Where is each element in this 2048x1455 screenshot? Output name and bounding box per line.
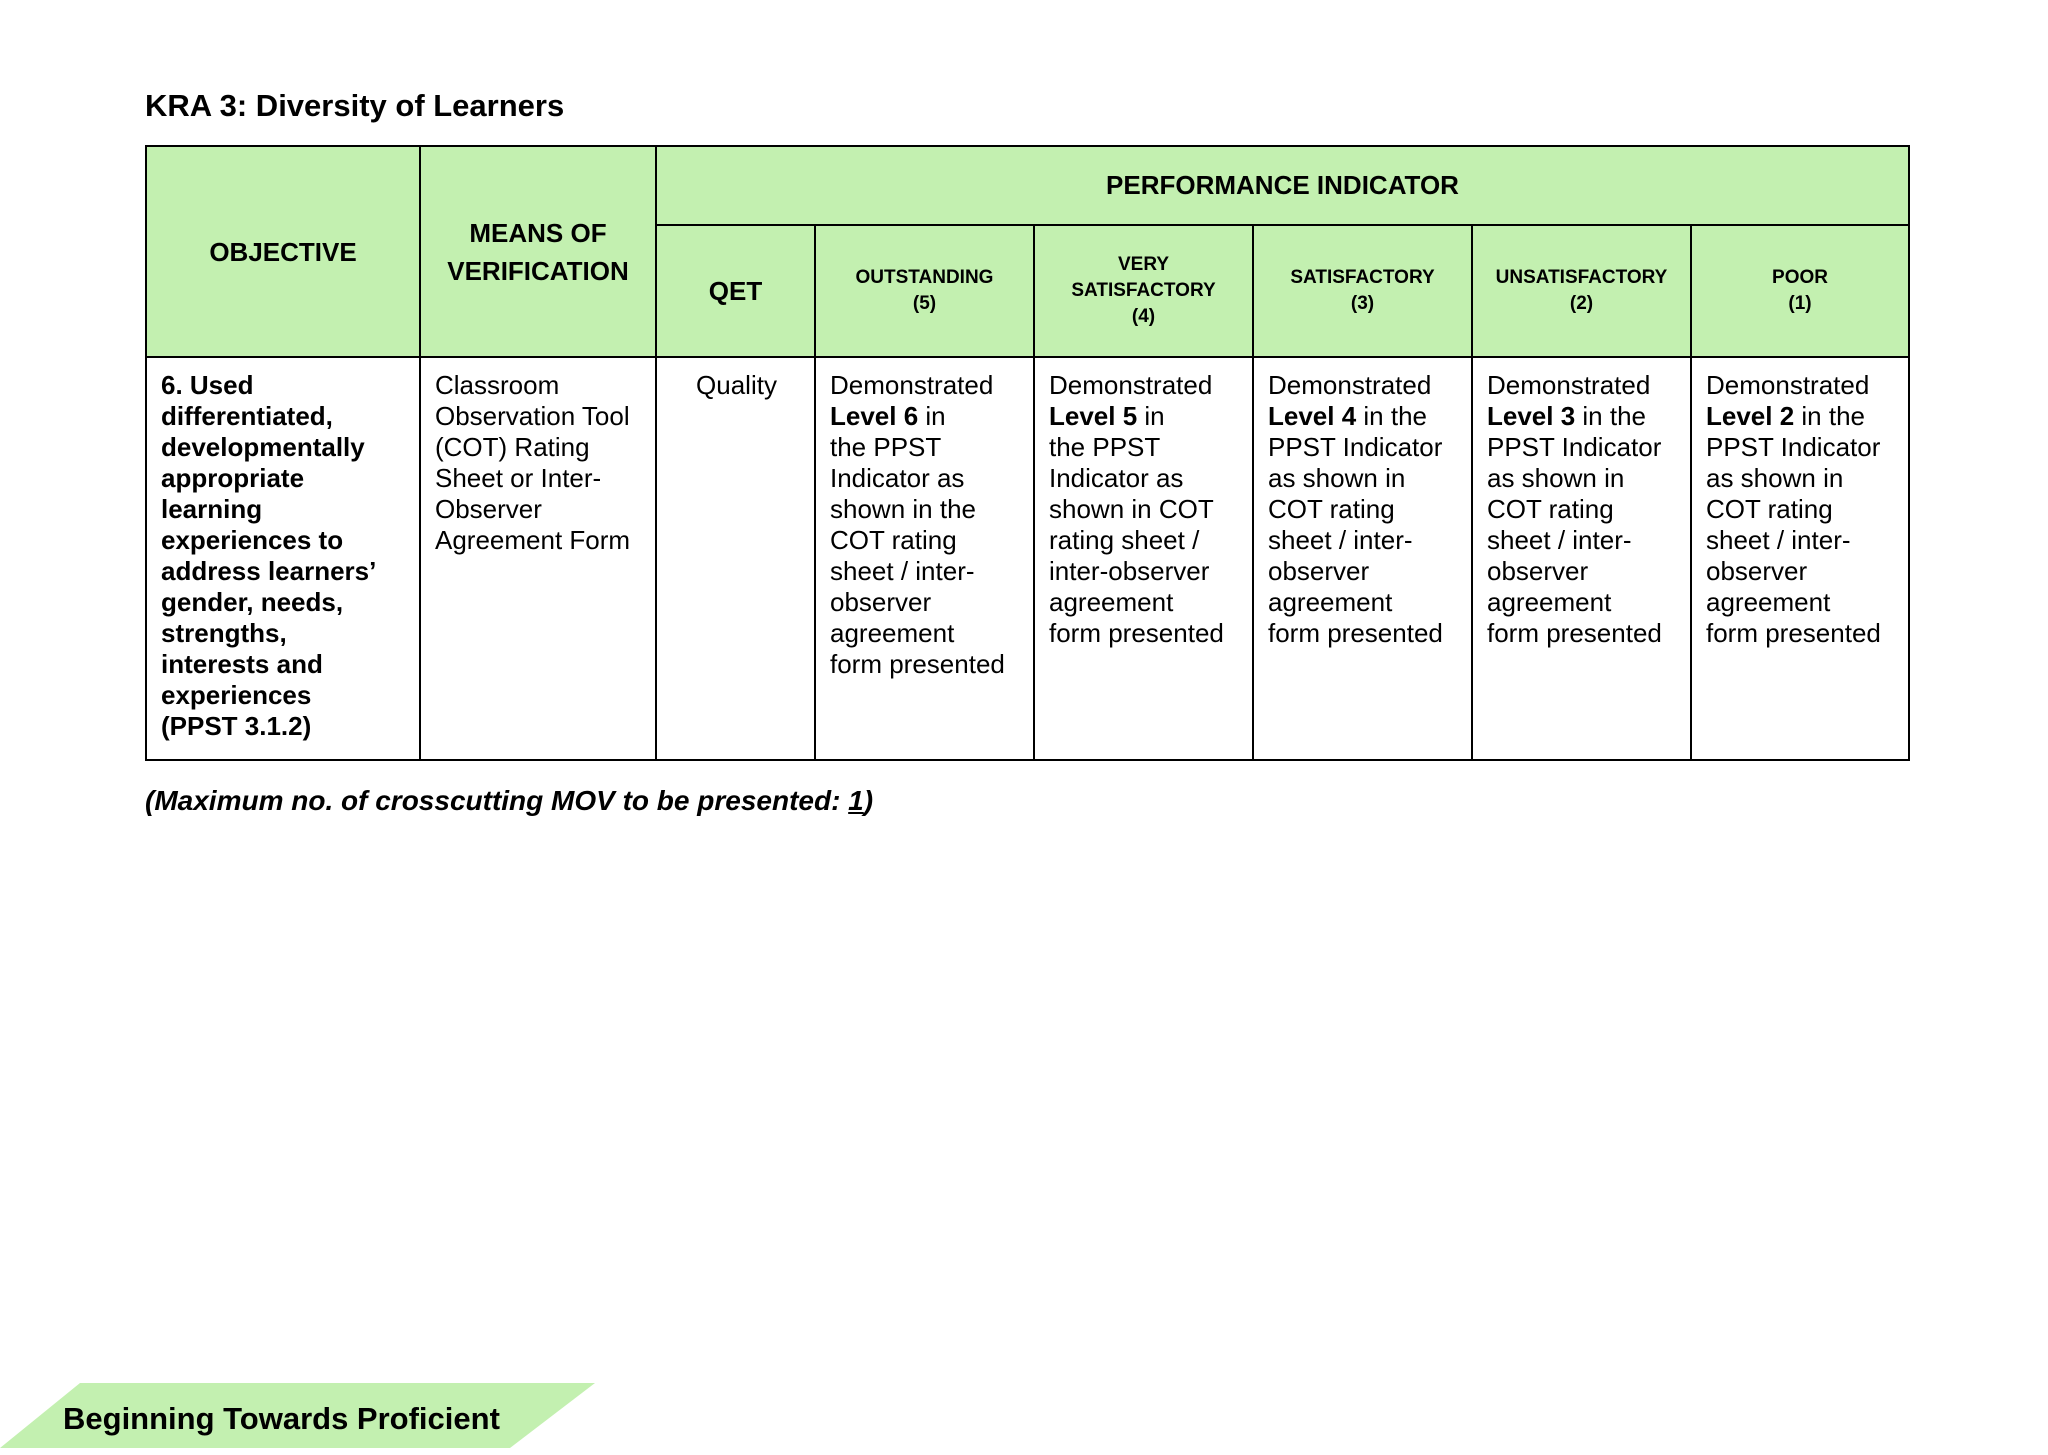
objective-cell: [146, 357, 420, 760]
descriptor-text: in: [918, 401, 946, 431]
descriptor-text: Demonstrated: [830, 370, 994, 400]
descriptor-text: agreement: [1049, 587, 1174, 617]
descriptor-text: in the: [1575, 401, 1646, 431]
note-text: ): [863, 785, 874, 816]
descriptor-text: form presented: [1487, 618, 1662, 648]
descriptor-text: Demonstrated: [1049, 370, 1213, 400]
descriptor-text: shown in the: [830, 494, 976, 524]
means-line: Sheet or Inter-: [435, 463, 602, 493]
level-label: Level 3: [1487, 401, 1576, 431]
rating-label: POOR: [1772, 267, 1828, 288]
rating-score: (5): [912, 293, 937, 314]
means-of-verification-header: [420, 146, 656, 357]
performance-indicator-header: PERFORMANCE INDICATOR: [656, 146, 1909, 225]
descriptor-very-satisfactory: [1034, 357, 1253, 760]
descriptor-text: observer: [830, 587, 932, 617]
descriptor-text: in: [1137, 401, 1165, 431]
descriptor-text: form presented: [1706, 618, 1881, 648]
descriptor-text: in the: [1794, 401, 1865, 431]
descriptor-text: form presented: [1268, 618, 1443, 648]
descriptor-text: the PPST: [1049, 432, 1161, 462]
objective-line: experiences to: [161, 525, 344, 555]
rating-score: (1): [1788, 293, 1812, 314]
descriptor-text: agreement: [1706, 587, 1831, 617]
descriptor-text: COT rating: [1487, 494, 1614, 524]
objective-header: OBJECTIVE: [146, 146, 420, 357]
means-line: Observation Tool: [435, 401, 630, 431]
means-line: Observer: [435, 494, 542, 524]
descriptor-text: COT rating: [830, 525, 957, 555]
descriptor-text: observer: [1487, 556, 1589, 586]
rating-label: VERY: [1117, 254, 1170, 275]
rating-header-outstanding: [815, 225, 1034, 357]
objective-line: learning: [161, 494, 263, 524]
means-line: Classroom: [435, 370, 560, 400]
qet-header: QET: [656, 225, 815, 357]
badge-label: Beginning Towards Proficient: [63, 1401, 500, 1436]
crosscutting-mov-note: [145, 781, 873, 821]
descriptor-text: Indicator as: [1049, 463, 1184, 493]
level-label: Level 5: [1049, 401, 1138, 431]
rating-score: (4): [1131, 306, 1156, 327]
level-label: Level 2: [1706, 401, 1795, 431]
rating-header-satisfactory: [1253, 225, 1472, 357]
descriptor-text: PPST Indicator: [1706, 432, 1881, 462]
rating-label: SATISFACTORY: [1071, 280, 1216, 301]
descriptor-outstanding: [815, 357, 1034, 760]
descriptor-satisfactory: [1253, 357, 1472, 760]
descriptor-text: agreement: [1268, 587, 1393, 617]
objective-line: 6. Used: [161, 370, 254, 400]
note-max-number: 1: [848, 785, 864, 816]
means-header-line: MEANS OF: [469, 217, 607, 248]
descriptor-text: Indicator as: [830, 463, 965, 493]
descriptor-text: PPST Indicator: [1268, 432, 1443, 462]
descriptor-text: in the: [1356, 401, 1427, 431]
descriptor-poor: [1691, 357, 1909, 760]
descriptor-text: rating sheet /: [1049, 525, 1200, 555]
descriptor-text: PPST Indicator: [1487, 432, 1662, 462]
descriptor-text: as shown in: [1268, 463, 1406, 493]
objective-line: appropriate: [161, 463, 305, 493]
level-label: Level 4: [1268, 401, 1357, 431]
rating-header-poor: [1691, 225, 1909, 357]
descriptor-text: COT rating: [1268, 494, 1395, 524]
objective-line: developmentally: [161, 432, 365, 462]
objective-line: (PPST 3.1.2): [161, 711, 312, 741]
descriptor-text: sheet / inter-: [1706, 525, 1851, 555]
rating-label: OUTSTANDING: [855, 267, 994, 288]
rating-header-very-satisfactory: [1034, 225, 1253, 357]
descriptor-text: agreement: [830, 618, 955, 648]
objective-line: strengths,: [161, 618, 287, 648]
descriptor-text: sheet / inter-: [1268, 525, 1413, 555]
rating-score: (3): [1350, 293, 1375, 314]
rating-header-unsatisfactory: [1472, 225, 1691, 357]
descriptor-text: as shown in: [1487, 463, 1625, 493]
note-text: (Maximum no. of crosscutting MOV to be presented:: [145, 785, 849, 816]
rating-label: SATISFACTORY: [1290, 267, 1435, 288]
objective-line: gender, needs,: [161, 587, 344, 617]
objective-line: experiences: [161, 680, 312, 710]
descriptor-text: sheet / inter-: [830, 556, 975, 586]
kra-rubric-table: [145, 145, 1910, 761]
page-title: KRA 3: Diversity of Learners: [145, 88, 565, 123]
descriptor-text: COT rating: [1706, 494, 1833, 524]
means-line: (COT) Rating: [435, 432, 590, 462]
descriptor-text: Demonstrated: [1706, 370, 1870, 400]
descriptor-text: as shown in: [1706, 463, 1844, 493]
descriptor-text: observer: [1706, 556, 1808, 586]
descriptor-text: the PPST: [830, 432, 942, 462]
descriptor-unsatisfactory: [1472, 357, 1691, 760]
descriptor-text: agreement: [1487, 587, 1612, 617]
career-stage-badge: [0, 1383, 595, 1448]
objective-line: address learners’: [161, 556, 377, 586]
descriptor-text: Demonstrated: [1487, 370, 1651, 400]
means-of-verification-cell: [420, 357, 656, 760]
descriptor-text: inter-observer: [1049, 556, 1210, 586]
rating-score: (2): [1569, 293, 1594, 314]
descriptor-text: observer: [1268, 556, 1370, 586]
means-header-line: VERIFICATION: [447, 255, 629, 286]
objective-line: interests and: [161, 649, 323, 679]
table-row: [146, 357, 1909, 760]
descriptor-text: Demonstrated: [1268, 370, 1432, 400]
rating-label: UNSATISFACTORY: [1495, 267, 1668, 288]
qet-cell: Quality: [656, 357, 815, 760]
header-row-top: [146, 146, 1909, 225]
descriptor-text: sheet / inter-: [1487, 525, 1632, 555]
means-line: Agreement Form: [435, 525, 631, 555]
descriptor-text: form presented: [1049, 618, 1224, 648]
descriptor-text: shown in COT: [1049, 494, 1214, 524]
descriptor-text: form presented: [830, 649, 1005, 679]
objective-line: differentiated,: [161, 401, 333, 431]
level-label: Level 6: [830, 401, 919, 431]
